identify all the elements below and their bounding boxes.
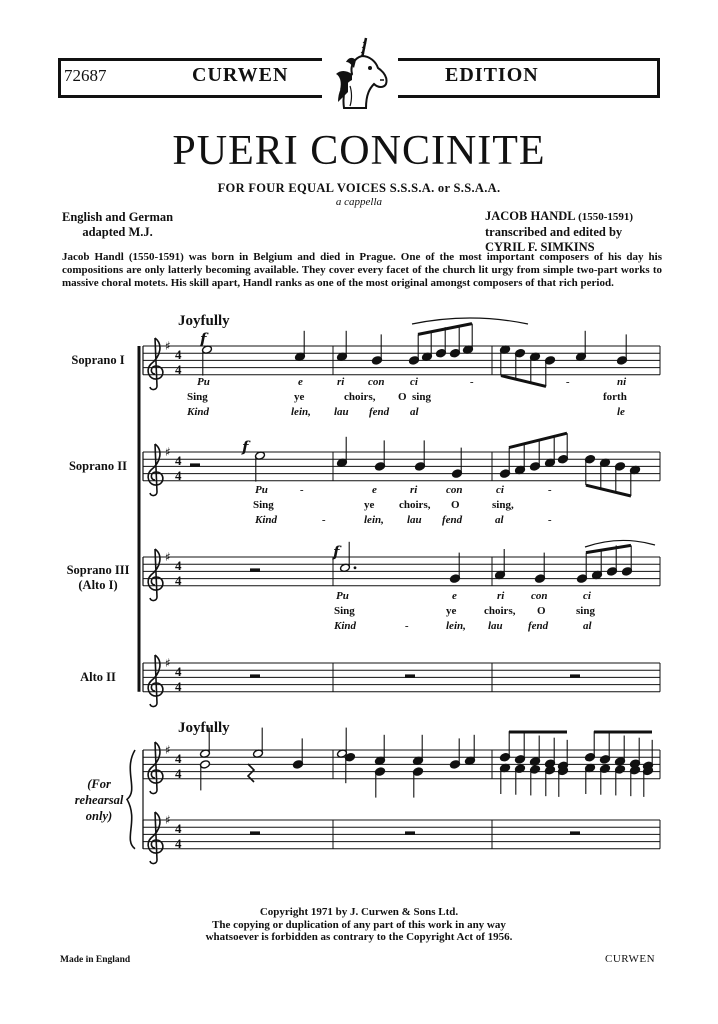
lyric-word: sing (576, 605, 595, 617)
lyric-word: Kind (187, 406, 210, 418)
time-signature-bottom: 4 (175, 362, 182, 377)
beam (501, 376, 546, 387)
lyric-syllable: Pu (197, 376, 210, 388)
piano-label-line: rehearsal (74, 793, 124, 807)
lyric-word: O (537, 605, 546, 617)
time-signature-top: 4 (175, 751, 182, 766)
lyric-syllable: - (300, 484, 304, 496)
lyric-syllable: - (566, 376, 570, 388)
made-in-label: Made in England (60, 955, 131, 965)
tempo-marking: Joyfully (178, 313, 230, 329)
beam (586, 545, 631, 552)
lyric-word: O (398, 391, 407, 403)
lyric-syllable: e (298, 376, 303, 388)
lyric-word: O (451, 499, 460, 511)
time-signature-top: 4 (175, 347, 182, 362)
lyric-word: al (410, 406, 419, 418)
sharp-icon: ♯ (165, 550, 171, 564)
lyric-word: sing, (492, 499, 514, 511)
lyric-word: lein, (364, 514, 384, 526)
part-label-soprano-2: Soprano II (68, 459, 127, 473)
dynamic-forte: f (333, 543, 340, 561)
footer-brand: CURWEN (605, 953, 656, 965)
lyric-syllable: - (548, 484, 552, 496)
lyric-word: Sing (253, 499, 274, 511)
time-signature-bottom: 4 (175, 836, 182, 851)
lyric-syllable: con (531, 590, 548, 602)
lyric-word: fend (442, 514, 463, 526)
publisher-name: CURWEN (192, 64, 289, 86)
dynamic-forte: f (200, 330, 207, 348)
adaptation-line: adapted M.J. (82, 225, 153, 239)
lyric-word: al (495, 514, 504, 526)
part-label-soprano-1: Soprano I (71, 353, 125, 367)
performance-note: a cappella (335, 196, 383, 208)
lyric-syllable: ri (410, 484, 418, 496)
time-signature-bottom: 4 (175, 573, 182, 588)
lyric-word: sing (412, 391, 431, 403)
lyric-syllable: e (452, 590, 457, 602)
half-rest (250, 831, 260, 835)
lyric-word: - (548, 514, 552, 526)
lyric-word: al (583, 620, 592, 632)
lyric-syllable: - (470, 376, 474, 388)
lyric-word: choirs, (399, 499, 431, 511)
lyric-syllable: ri (337, 376, 345, 388)
editor-credit-line: transcribed and edited by (485, 225, 623, 239)
composer-name: JACOB HANDL (485, 209, 575, 223)
time-signature-bottom: 4 (175, 679, 182, 694)
time-signature-bottom: 4 (175, 468, 182, 483)
lyric-syllable: ci (410, 376, 418, 388)
part-label-line: Soprano III (66, 563, 130, 577)
lyric-word: fend (528, 620, 549, 632)
lyric-syllable: ci (496, 484, 504, 496)
beam (509, 433, 567, 447)
lyric-syllable: Pu (255, 484, 268, 496)
lyric-word: - (405, 620, 409, 632)
sharp-icon: ♯ (165, 743, 171, 757)
lyric-syllable: ci (583, 590, 591, 602)
half-rest (190, 463, 200, 467)
copyright-line: whatsoever is forbidden as contrary to the Copyright Act of 1956. (205, 931, 513, 943)
time-signature-bottom: 4 (175, 766, 182, 781)
lyric-word: le (617, 406, 625, 418)
lyric-word: fend (369, 406, 390, 418)
sharp-icon: ♯ (165, 813, 171, 827)
half-rest (250, 568, 260, 572)
half-rest (405, 831, 415, 835)
lyric-syllable: e (372, 484, 377, 496)
dynamic-forte: f (242, 438, 249, 456)
lyric-word: Kind (334, 620, 357, 632)
piano-label-line: only) (85, 809, 113, 823)
copyright-line: Copyright 1971 by J. Curwen & Sons Ltd. (259, 906, 459, 918)
lyric-word: Sing (334, 605, 355, 617)
time-signature-top: 4 (175, 821, 182, 836)
composer-biography: Jacob Handl (1550-1591) was born in Belgium and died in Prague. One of the most important composers of his day his compositions are only latterly becoming available. They cover every facet of the church lit urgy from simple two-part works to massive choral motets. His skill apart, Handl ranks as one of the most original amongst composers of that rich period. (62, 251, 662, 290)
lyric-word: ye (294, 391, 305, 403)
page-title: PUERI CONCINITE (172, 128, 546, 174)
part-label-alto-2: Alto II (80, 670, 116, 684)
piano-label-line: (For (87, 777, 111, 791)
lyric-word: choirs, (484, 605, 516, 617)
copyright-line: The copying or duplication of any part of this work in any way (212, 918, 506, 931)
composer-dates: (1550-1591) (578, 211, 634, 223)
lyric-syllable: con (368, 376, 385, 388)
lyric-word: Kind (255, 514, 278, 526)
tempo-marking: Joyfully (178, 720, 230, 736)
sharp-icon: ♯ (165, 656, 171, 670)
half-rest (250, 674, 260, 678)
lyric-word: choirs, (344, 391, 376, 403)
lyric-word: lau (407, 514, 422, 526)
beam (586, 485, 631, 496)
lyric-syllable: Pu (336, 590, 349, 602)
copyright-notice (0, 906, 718, 944)
lyric-word: ye (364, 499, 375, 511)
half-rest (405, 674, 415, 678)
lyric-word: forth (603, 391, 627, 403)
catalog-number: 72687 (64, 66, 107, 85)
time-signature-top: 4 (175, 664, 182, 679)
lyric-syllable: con (446, 484, 463, 496)
augmentation-dot (354, 566, 357, 569)
time-signature-top: 4 (175, 453, 182, 468)
edition-label: EDITION (445, 64, 539, 86)
sharp-icon: ♯ (165, 445, 171, 459)
half-rest (570, 831, 580, 835)
part-label-soprano-3 (58, 563, 138, 593)
lyric-word: ye (446, 605, 457, 617)
time-signature-top: 4 (175, 558, 182, 573)
adaptation-line: English and German (62, 210, 174, 224)
subtitle: FOR FOUR EQUAL VOICES S.S.S.A. or S.S.A.A. (217, 181, 501, 195)
half-rest (570, 674, 580, 678)
lyric-syllable: ni (617, 376, 627, 388)
piano-reduction-label (64, 776, 134, 824)
lyric-word: - (322, 514, 326, 526)
editor-name: CYRIL F. SIMKINS (485, 240, 595, 254)
lyric-word: lau (488, 620, 503, 632)
lyric-word: lau (334, 406, 349, 418)
lyric-word: lein, (291, 406, 311, 418)
sharp-icon: ♯ (165, 339, 171, 353)
part-label-line: (Alto I) (78, 578, 118, 592)
lyric-word: Sing (187, 391, 208, 403)
lyric-word: lein, (446, 620, 466, 632)
lyric-syllable: ri (497, 590, 505, 602)
